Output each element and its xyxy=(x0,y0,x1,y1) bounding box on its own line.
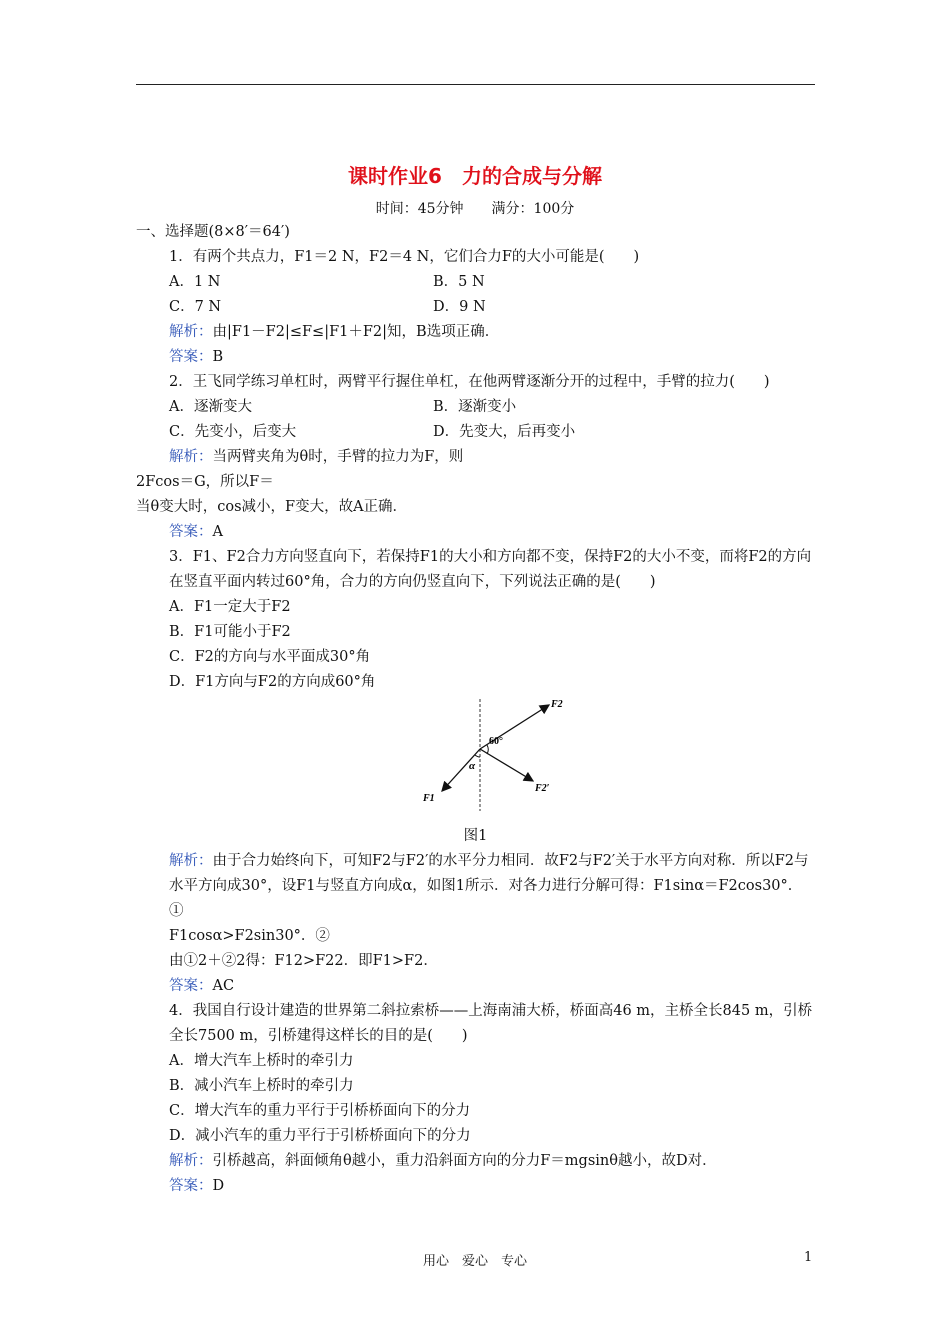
label-f2: F2 xyxy=(551,699,563,710)
q3-option-c: C．F2的方向与水平面成30°角 xyxy=(169,649,371,665)
q2-analysis-line-2: 2Fcos＝G，所以F＝ xyxy=(136,474,274,490)
page-number: 1 xyxy=(804,1250,813,1265)
q2-analysis-line-3: 当θ变大时，cos减小，F变大，故A正确． xyxy=(136,499,408,515)
q2-answer-text: A xyxy=(212,524,223,540)
q4-option-d: D．减小汽车的重力平行于引桥桥面向下的分力 xyxy=(169,1128,471,1144)
q4-answer-text: D xyxy=(212,1178,225,1194)
q3-equation-2: F1cosα>F2sin30°．② xyxy=(169,928,330,944)
analysis-label: 解析： xyxy=(169,449,213,465)
q4-analysis xyxy=(136,1149,815,1174)
figure-caption: 图1 xyxy=(463,828,488,844)
q1-options-row-2 xyxy=(136,295,815,320)
q1-options-row-1 xyxy=(136,270,815,295)
q2-options-row-1 xyxy=(136,395,815,420)
q2-stem: 2．王飞同学练习单杠时，两臂平行握住单杠，在他两臂逐渐分开的过程中，手臂的拉力( ) xyxy=(169,374,770,390)
q1-option-a: A．1 N xyxy=(169,274,221,290)
q1-answer xyxy=(136,345,815,370)
document-body xyxy=(136,220,815,1199)
q4-option-c: C．增大汽车的重力平行于引桥桥面向下的分力 xyxy=(169,1103,471,1119)
label-alpha: α xyxy=(469,760,476,772)
q1-analysis xyxy=(136,320,815,345)
q4-stem: 4．我国自行设计建造的世界第二斜拉索桥——上海南浦大桥，桥面高46 m，主桥全长845 m，引桥全长7500 m，引桥建得这样长的目的是( ) xyxy=(169,1003,813,1044)
q4-answer xyxy=(136,1174,815,1199)
time-score-line: 时间：45分钟 满分：100分 xyxy=(375,201,575,217)
answer-label: 答案： xyxy=(169,524,213,540)
q2-option-d: D．先变大，后再变小 xyxy=(433,424,576,440)
q1-option-b: B．5 N xyxy=(433,274,485,290)
analysis-label: 解析： xyxy=(169,324,213,340)
q3-answer xyxy=(136,974,815,999)
answer-label: 答案： xyxy=(169,978,213,994)
angle-arc-alpha xyxy=(475,755,480,757)
section-heading: 一、选择题(8×8′＝64′) xyxy=(136,224,290,240)
q3-option-a: A．F1一定大于F2 xyxy=(169,599,291,615)
label-f1: F1 xyxy=(423,793,435,804)
force-diagram-svg xyxy=(419,695,569,823)
q3-equation-3: 由①2＋②2得：F12>F22．即F1>F2． xyxy=(169,953,438,969)
q1-option-c: C．7 N xyxy=(169,299,222,315)
page-footer: 用心 爱心 专心 xyxy=(422,1254,527,1269)
q2-analysis xyxy=(136,445,815,470)
q2-option-a: A．逐渐变大 xyxy=(169,399,252,415)
analysis-label: 解析： xyxy=(169,853,213,869)
q3-analysis xyxy=(136,849,815,924)
q2-option-c: C．先变小，后变大 xyxy=(169,424,297,440)
q3-option-b: B．F1可能小于F2 xyxy=(169,624,291,640)
label-f2-prime: F2′ xyxy=(535,783,550,794)
f2-prime-arrow xyxy=(480,749,533,781)
q1-answer-text: B xyxy=(212,349,224,365)
label-60: 60° xyxy=(489,736,503,747)
analysis-label: 解析： xyxy=(169,1153,213,1169)
page-title: 课时作业6 力的合成与分解 xyxy=(348,164,602,188)
q3-stem: 3．F1、F2合力方向竖直向下，若保持F1的大小和方向都不变，保持F2的大小不变，而将F2的方向在竖直平面内转过60°角，合力的方向仍竖直向下，下列说法正确的是( ) xyxy=(169,549,812,590)
q3-answer-text: AC xyxy=(212,978,235,994)
q4-option-a: A．增大汽车上桥时的牵引力 xyxy=(169,1053,354,1069)
q2-answer xyxy=(136,520,815,545)
header-rule xyxy=(136,84,815,85)
q4-analysis-text: 引桥越高，斜面倾角θ越小，重力沿斜面方向的分力F＝mgsinθ越小，故D对． xyxy=(212,1153,717,1169)
q1-analysis-text: 由|F1－F2|≤F≤|F1＋F2|知，B选项正确． xyxy=(212,324,500,340)
answer-label: 答案： xyxy=(169,349,213,365)
q1-stem: 1．有两个共点力，F1＝2 N，F2＝4 N，它们合力F的大小可能是( ) xyxy=(169,249,640,265)
q2-options-row-2 xyxy=(136,420,815,445)
q3-option-d: D．F1方向与F2的方向成60°角 xyxy=(169,674,376,690)
q2-analysis-text: 当两臂夹角为θ时，手臂的拉力为F，则 xyxy=(212,449,464,465)
q1-option-d: D．9 N xyxy=(433,299,486,315)
answer-label: 答案： xyxy=(169,1178,213,1194)
force-diagram xyxy=(419,695,569,823)
q3-analysis-text: 由于合力始终向下，可知F2与F2′的水平分力相同．故F2与F2′关于水平方向对称．所以F2与水平方向成30°，设F1与竖直方向成α，如图1所示．对各力进行分解可得：F1sinα＝F2cos30°．① xyxy=(169,853,809,919)
q4-option-b: B．减小汽车上桥时的牵引力 xyxy=(169,1078,354,1094)
q2-option-b: B．逐渐变小 xyxy=(433,399,517,415)
